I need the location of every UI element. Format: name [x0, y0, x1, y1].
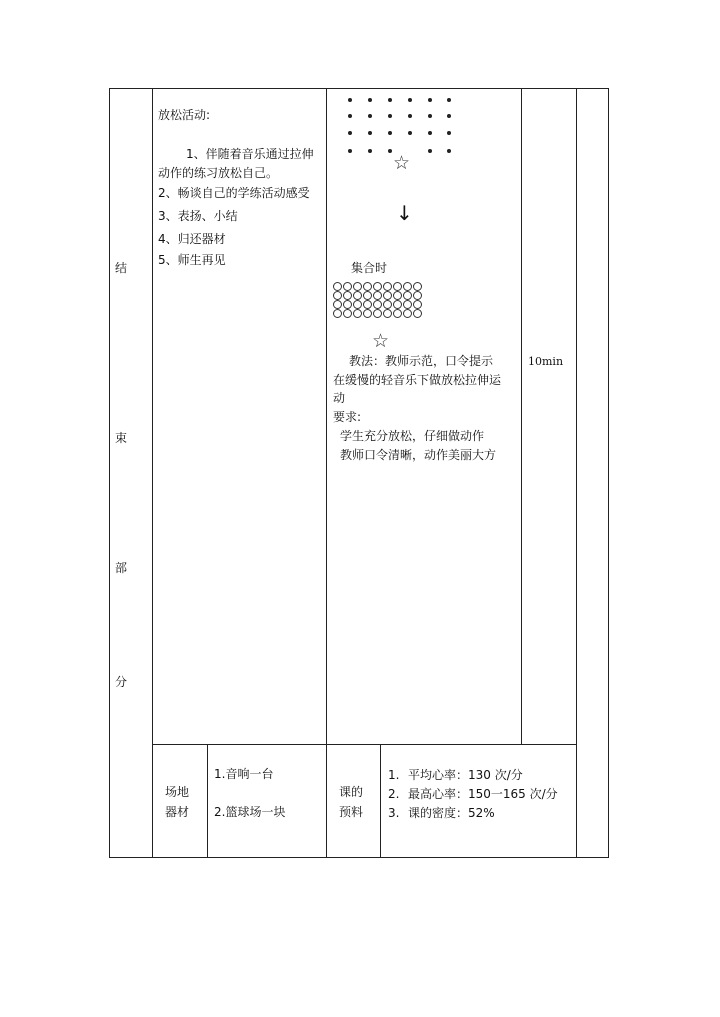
student-dot	[428, 114, 432, 118]
student-circle	[383, 300, 392, 309]
content-item-3: 3、表扬、小结	[158, 209, 238, 223]
student-circle	[403, 282, 412, 291]
student-dot	[408, 131, 412, 135]
forecast-item-1-text: 平均心率：130 次/分	[408, 768, 523, 782]
student-dot	[348, 114, 352, 118]
forecast-item-1-num: 1.	[388, 768, 400, 782]
student-circle	[353, 282, 362, 291]
student-circle	[403, 300, 412, 309]
arrow-down-icon: ↓	[396, 201, 413, 225]
student-dot	[388, 131, 392, 135]
student-circle	[333, 309, 342, 318]
section-char-2: 束	[115, 431, 128, 445]
student-circle	[343, 300, 352, 309]
method-line-2: 在缓慢的轻音乐下做放松拉伸运	[333, 373, 502, 387]
student-circle	[413, 282, 422, 291]
student-circle	[393, 300, 402, 309]
student-circle	[343, 309, 352, 318]
student-circle	[413, 300, 422, 309]
section-column-border	[152, 88, 153, 858]
forecast-label-line-2: 预料	[339, 805, 364, 819]
student-dot	[368, 114, 372, 118]
student-dot	[348, 98, 352, 102]
forecast-item-2-num: 2.	[388, 787, 400, 801]
student-circle	[353, 291, 362, 300]
student-circle	[373, 291, 382, 300]
time-value: 10min	[528, 355, 564, 368]
equipment-label-line-1: 场地	[165, 785, 190, 799]
student-dot	[447, 98, 451, 102]
student-circle	[413, 309, 422, 318]
student-circle	[393, 309, 402, 318]
student-circle	[333, 282, 342, 291]
forecast-item-3-text: 课的密度：52%	[408, 806, 495, 820]
content-column-border	[326, 88, 327, 858]
forecast-item-2-text: 最高心率：150一165 次/分	[408, 787, 558, 801]
student-circle	[403, 291, 412, 300]
student-circle	[383, 291, 392, 300]
footer-top-border	[152, 744, 577, 745]
method-line-3: 动	[333, 391, 346, 405]
section-char-3: 部	[115, 561, 128, 575]
student-circle	[343, 282, 352, 291]
gather-label: 集合时	[351, 261, 388, 275]
method-line-1: 教法：教师示范，口令提示	[349, 354, 494, 368]
table-left-border	[109, 88, 110, 858]
content-item-4: 4、归还器材	[158, 232, 226, 246]
section-char-1: 结	[115, 261, 128, 275]
student-circle	[333, 300, 342, 309]
student-circle	[373, 300, 382, 309]
student-dot	[388, 114, 392, 118]
student-dot	[368, 149, 372, 153]
student-circle	[373, 309, 382, 318]
content-item-1: 1、伴随着音乐通过拉伸	[186, 147, 314, 161]
student-dot	[388, 149, 392, 153]
forecast-item-3-num: 3.	[388, 806, 400, 820]
content-item-2: 2、畅谈自己的学练活动感受	[158, 186, 310, 200]
student-circle	[333, 291, 342, 300]
student-circle	[393, 291, 402, 300]
equipment-item-1: 1.音响一台	[214, 767, 274, 781]
student-circle	[363, 282, 372, 291]
student-dot	[428, 149, 432, 153]
student-dot	[447, 149, 451, 153]
student-circle	[353, 300, 362, 309]
student-circle	[393, 282, 402, 291]
student-dot	[428, 98, 432, 102]
time-column-right-border	[576, 88, 577, 858]
student-circle	[383, 309, 392, 318]
equipment-item-2: 2.篮球场一块	[214, 805, 286, 819]
student-dot	[408, 114, 412, 118]
forecast-label-border	[380, 744, 381, 858]
student-circle	[363, 300, 372, 309]
student-dot	[348, 131, 352, 135]
require-title: 要求:	[333, 410, 362, 424]
student-circle	[413, 291, 422, 300]
forecast-label-line-1: 课的	[339, 785, 364, 799]
student-dot	[388, 98, 392, 102]
student-circle	[363, 309, 372, 318]
content-title: 放松活动:	[158, 108, 211, 122]
equipment-label-line-2: 器材	[165, 805, 190, 819]
content-item-1-cont: 动作的练习放松自己。	[158, 166, 279, 180]
time-column-left-border	[521, 88, 522, 745]
student-dot	[368, 98, 372, 102]
equipment-label-border	[207, 744, 208, 858]
teacher-star-icon: ☆	[372, 330, 390, 352]
teacher-star-icon: ☆	[393, 152, 411, 174]
student-dot	[368, 131, 372, 135]
student-dot	[447, 114, 451, 118]
require-line-1: 学生充分放松，仔细做动作	[340, 429, 485, 443]
content-item-5: 5、师生再见	[158, 253, 226, 267]
table-top-border	[109, 88, 609, 89]
student-circle	[383, 282, 392, 291]
student-circle	[403, 309, 412, 318]
student-dot	[428, 131, 432, 135]
student-circle	[343, 291, 352, 300]
require-line-2: 教师口令清晰，动作美丽大方	[340, 448, 497, 462]
student-circle	[373, 282, 382, 291]
student-circle	[363, 291, 372, 300]
table-bottom-border	[109, 857, 609, 858]
student-dot	[447, 131, 451, 135]
section-char-4: 分	[115, 675, 128, 689]
table-right-border	[608, 88, 609, 858]
student-dot	[348, 149, 352, 153]
student-dot	[408, 98, 412, 102]
student-circle	[353, 309, 362, 318]
